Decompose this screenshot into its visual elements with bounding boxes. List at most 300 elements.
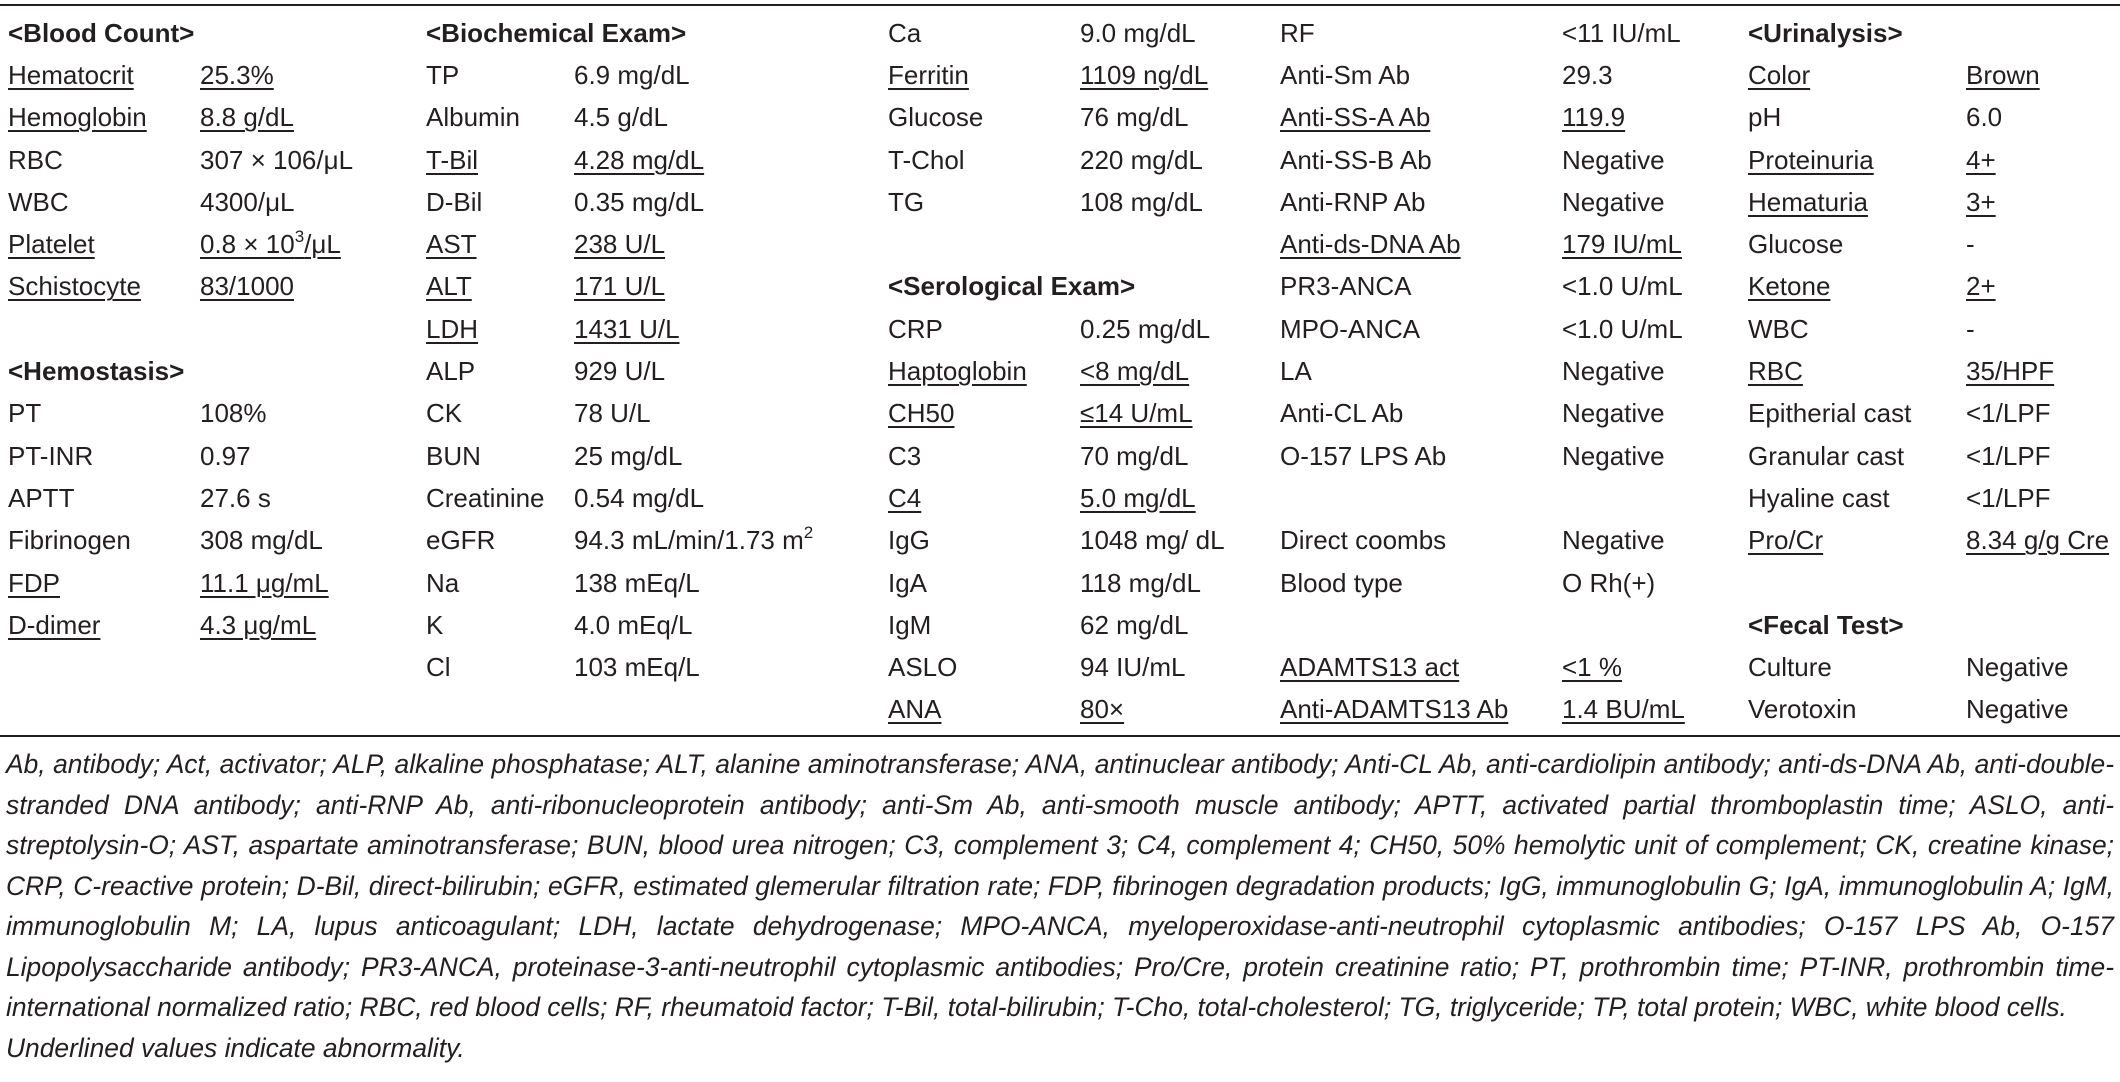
test-name bbox=[880, 308, 1072, 350]
cell-text-main: 0.54 mg/dL bbox=[574, 482, 705, 513]
cell-text bbox=[426, 145, 478, 175]
test-value bbox=[1554, 97, 1740, 139]
cell-text-main: eGFR bbox=[426, 525, 496, 556]
cell-text bbox=[200, 145, 353, 175]
test-name bbox=[880, 54, 1072, 96]
cell-text-main: Fibrinogen bbox=[8, 525, 131, 556]
cell-text-main: IgM bbox=[888, 609, 932, 640]
test-value bbox=[1958, 223, 2120, 265]
test-name bbox=[0, 604, 192, 646]
empty-cell bbox=[192, 646, 418, 688]
cell-text bbox=[888, 271, 1135, 301]
cell-text-main: 11.1 μg/mL bbox=[200, 567, 329, 598]
cell-text-main: K bbox=[426, 609, 444, 640]
table-row bbox=[0, 393, 2120, 435]
test-name bbox=[1740, 646, 1958, 688]
empty-cell bbox=[1272, 477, 1554, 519]
test-value bbox=[1958, 181, 2120, 223]
test-value bbox=[1072, 350, 1272, 392]
cell-text bbox=[426, 102, 520, 132]
cell-text bbox=[574, 271, 665, 301]
test-value bbox=[1072, 139, 1272, 181]
test-value bbox=[1554, 308, 1740, 350]
cell-text bbox=[200, 610, 316, 640]
test-value bbox=[1958, 97, 2120, 139]
table-row bbox=[0, 97, 2120, 139]
cell-text bbox=[1748, 441, 1904, 471]
cell-text-main: T-Chol bbox=[888, 144, 965, 175]
cell-text-main: 6.9 mg/dL bbox=[574, 59, 690, 90]
test-name bbox=[1272, 266, 1554, 308]
cell-text-main: 4.0 mEq/L bbox=[574, 609, 693, 640]
test-value bbox=[1554, 646, 1740, 688]
cell-text bbox=[426, 441, 481, 471]
test-value bbox=[566, 223, 880, 265]
cell-text-main: Epitherial cast bbox=[1748, 398, 1912, 429]
test-value bbox=[192, 604, 418, 646]
test-value bbox=[1554, 562, 1740, 604]
cell-text bbox=[426, 18, 686, 48]
cell-text bbox=[200, 102, 294, 132]
cell-text-main: PT bbox=[8, 398, 42, 429]
test-value bbox=[1072, 393, 1272, 435]
test-value bbox=[1554, 223, 1740, 265]
cell-text bbox=[1966, 314, 1975, 344]
cell-text-main: 0.8 × 10 bbox=[200, 229, 295, 260]
cell-text bbox=[1748, 60, 1810, 90]
empty-cell bbox=[0, 646, 192, 688]
test-value bbox=[566, 604, 880, 646]
cell-text bbox=[888, 441, 921, 471]
test-name bbox=[418, 97, 566, 139]
test-name bbox=[418, 181, 566, 223]
cell-text bbox=[1966, 398, 2051, 428]
cell-text-main: PT-INR bbox=[8, 440, 94, 471]
section-header bbox=[1740, 12, 1958, 54]
cell-text bbox=[1966, 441, 2051, 471]
test-name bbox=[418, 435, 566, 477]
cell-text-main: <Hemostasis> bbox=[8, 356, 185, 387]
cell-text-main: - bbox=[1966, 229, 1975, 260]
cell-text-main: ALT bbox=[426, 271, 472, 302]
cell-text-main: D-Bil bbox=[426, 186, 483, 217]
cell-text-main: <1.0 U/mL bbox=[1562, 313, 1683, 344]
cell-text-main: 307 × 106/μL bbox=[200, 144, 354, 175]
cell-text bbox=[200, 525, 323, 555]
cell-text-main: 929 U/L bbox=[574, 356, 666, 387]
cell-text bbox=[1562, 441, 1665, 471]
cell-text bbox=[1280, 694, 1508, 724]
cell-text bbox=[1080, 314, 1210, 344]
cell-text-main: Anti-RNP Ab bbox=[1280, 186, 1426, 217]
cell-text-main: Glucose bbox=[1748, 229, 1844, 260]
test-name bbox=[880, 350, 1072, 392]
table-row bbox=[0, 139, 2120, 181]
cell-text-main: T-Bil bbox=[426, 144, 478, 175]
test-value bbox=[1072, 54, 1272, 96]
cell-text-main: IgG bbox=[888, 525, 930, 556]
cell-text bbox=[574, 187, 704, 217]
cell-text bbox=[8, 568, 60, 598]
cell-text bbox=[1748, 483, 1890, 513]
cell-text-main: 78 U/L bbox=[574, 398, 651, 429]
cell-text bbox=[888, 102, 983, 132]
cell-text bbox=[1080, 652, 1186, 682]
cell-text-main: Schistocyte bbox=[8, 271, 141, 302]
cell-text-main: ANA bbox=[888, 694, 942, 725]
test-name bbox=[0, 435, 192, 477]
cell-text bbox=[200, 229, 341, 259]
lab-table-body bbox=[0, 12, 2120, 731]
test-name bbox=[418, 266, 566, 308]
empty-cell bbox=[1740, 562, 1958, 604]
cell-text bbox=[426, 271, 472, 301]
cell-text bbox=[1748, 610, 1904, 640]
cell-text bbox=[8, 18, 194, 48]
cell-text bbox=[888, 145, 965, 175]
lab-results-table bbox=[0, 12, 2120, 731]
cell-text bbox=[1748, 145, 1874, 175]
cell-text-main: Anti-ADAMTS13 Ab bbox=[1280, 694, 1509, 725]
cell-text-main: O-157 LPS Ab bbox=[1280, 440, 1447, 471]
empty-cell bbox=[880, 223, 1072, 265]
test-name bbox=[418, 604, 566, 646]
cell-text-main: Blood type bbox=[1280, 567, 1403, 598]
cell-text-main: pH bbox=[1748, 102, 1782, 133]
test-name bbox=[1740, 520, 1958, 562]
empty-cell bbox=[0, 689, 192, 731]
cell-text-main: Hematocrit bbox=[8, 59, 134, 90]
test-value bbox=[1072, 181, 1272, 223]
test-value bbox=[1072, 477, 1272, 519]
empty-cell bbox=[1072, 223, 1272, 265]
test-value bbox=[192, 435, 418, 477]
table-row bbox=[0, 477, 2120, 519]
cell-text bbox=[1080, 525, 1225, 555]
test-name bbox=[0, 54, 192, 96]
cell-text bbox=[888, 187, 924, 217]
test-value bbox=[1072, 97, 1272, 139]
test-name bbox=[418, 54, 566, 96]
test-name bbox=[880, 646, 1072, 688]
empty-cell bbox=[192, 350, 418, 392]
cell-text-main: 1.4 BU/mL bbox=[1562, 694, 1685, 725]
cell-text bbox=[1748, 18, 1903, 48]
cell-text-main: Proteinuria bbox=[1748, 144, 1874, 175]
cell-text bbox=[200, 271, 294, 301]
table-row bbox=[0, 181, 2120, 223]
cell-text bbox=[1562, 568, 1655, 598]
cell-text bbox=[1080, 694, 1124, 724]
test-name bbox=[1272, 181, 1554, 223]
test-value bbox=[1958, 350, 2120, 392]
cell-text-main: 27.6 s bbox=[200, 482, 271, 513]
test-value bbox=[192, 520, 418, 562]
cell-text-main: Negative bbox=[1562, 356, 1665, 387]
test-value bbox=[1554, 266, 1740, 308]
cell-text-main: 25.3% bbox=[200, 59, 274, 90]
cell-text bbox=[1748, 398, 1911, 428]
section-header bbox=[0, 12, 195, 54]
test-value bbox=[192, 97, 418, 139]
cell-text-main: Hemoglobin bbox=[8, 102, 147, 133]
cell-text-main: D-dimer bbox=[8, 609, 101, 640]
cell-text-main: Hyaline cast bbox=[1748, 482, 1890, 513]
test-value bbox=[1958, 266, 2120, 308]
cell-text bbox=[8, 271, 141, 301]
cell-text-main: 8.8 g/dL bbox=[200, 102, 294, 133]
empty-cell bbox=[192, 689, 418, 731]
cell-text-main: 83/1000 bbox=[200, 271, 294, 302]
test-name bbox=[0, 393, 192, 435]
empty-cell bbox=[192, 12, 418, 54]
section-header bbox=[880, 266, 1136, 308]
test-name bbox=[1740, 266, 1958, 308]
empty-cell bbox=[1958, 604, 2120, 646]
table-bottom-rule bbox=[0, 735, 2120, 737]
cell-text bbox=[200, 60, 274, 90]
test-value bbox=[1072, 520, 1272, 562]
cell-text bbox=[8, 187, 69, 217]
test-name bbox=[1272, 139, 1554, 181]
cell-text-main: 0.25 mg/dL bbox=[1080, 313, 1211, 344]
cell-text-main: WBC bbox=[1748, 313, 1809, 344]
cell-text-main: Negative bbox=[1966, 652, 2069, 683]
test-name bbox=[0, 181, 192, 223]
cell-text bbox=[1280, 441, 1446, 471]
cell-text bbox=[426, 525, 495, 555]
cell-text-main: Direct coombs bbox=[1280, 525, 1447, 556]
cell-text-main: Brown bbox=[1966, 59, 2040, 90]
cell-text-main: 179 IU/mL bbox=[1562, 229, 1682, 260]
cell-text-main: 108% bbox=[200, 398, 267, 429]
cell-text bbox=[1966, 229, 1975, 259]
cell-text-main: 138 mEq/L bbox=[574, 567, 700, 598]
table-row bbox=[0, 689, 2120, 731]
cell-text bbox=[1080, 18, 1196, 48]
cell-text bbox=[1080, 398, 1193, 428]
test-name bbox=[418, 139, 566, 181]
test-name bbox=[880, 689, 1072, 731]
cell-text bbox=[1562, 102, 1625, 132]
cell-text-main: 308 mg/dL bbox=[200, 525, 323, 556]
cell-text-main: - bbox=[1966, 313, 1975, 344]
test-value bbox=[1072, 562, 1272, 604]
test-value bbox=[1554, 393, 1740, 435]
test-name bbox=[0, 520, 192, 562]
test-name bbox=[1740, 97, 1958, 139]
test-value bbox=[1554, 12, 1740, 54]
test-value bbox=[1958, 393, 2120, 435]
table-row bbox=[0, 223, 2120, 265]
cell-text-main: <Biochemical Exam> bbox=[426, 17, 687, 48]
cell-text bbox=[1080, 610, 1188, 640]
test-name bbox=[1740, 393, 1958, 435]
test-value bbox=[566, 435, 880, 477]
cell-text-main: RBC bbox=[8, 144, 63, 175]
cell-text bbox=[8, 610, 100, 640]
cell-text bbox=[426, 356, 475, 386]
test-value bbox=[566, 139, 880, 181]
test-name bbox=[880, 12, 1072, 54]
cell-text-main: Glucose bbox=[888, 102, 984, 133]
test-value bbox=[566, 562, 880, 604]
cell-text-main: Anti-CL Ab bbox=[1280, 398, 1404, 429]
cell-text bbox=[888, 610, 931, 640]
cell-text bbox=[200, 398, 267, 428]
test-name bbox=[418, 477, 566, 519]
test-value bbox=[192, 562, 418, 604]
test-name bbox=[0, 266, 192, 308]
cell-text bbox=[1280, 229, 1461, 259]
cell-text bbox=[426, 568, 459, 598]
cell-text bbox=[574, 398, 651, 428]
cell-text bbox=[1966, 187, 1996, 217]
test-value bbox=[192, 139, 418, 181]
cell-text bbox=[1966, 525, 2109, 555]
cell-text-main: Negative bbox=[1562, 144, 1665, 175]
cell-text-main: Ca bbox=[888, 17, 922, 48]
cell-text-main: APTT bbox=[8, 482, 75, 513]
test-name bbox=[1740, 223, 1958, 265]
cell-text-main: LDH bbox=[426, 313, 479, 344]
test-name bbox=[1740, 139, 1958, 181]
section-header bbox=[418, 12, 687, 54]
cell-text-main: Platelet bbox=[8, 229, 95, 260]
cell-text-main: 108 mg/dL bbox=[1080, 186, 1203, 217]
test-name bbox=[880, 393, 1072, 435]
cell-text bbox=[1562, 229, 1682, 259]
cell-text-main: Culture bbox=[1748, 652, 1832, 683]
cell-text bbox=[1280, 145, 1432, 175]
test-value bbox=[1072, 646, 1272, 688]
test-name bbox=[880, 477, 1072, 519]
superscript: 2 bbox=[803, 523, 814, 543]
cell-text bbox=[426, 314, 478, 344]
cell-text-main: ≤14 U/mL bbox=[1080, 398, 1193, 429]
test-value bbox=[566, 477, 880, 519]
cell-text bbox=[574, 145, 704, 175]
cell-text-main: 220 mg/dL bbox=[1080, 144, 1203, 175]
test-value bbox=[192, 266, 418, 308]
cell-text-main: 6.0 bbox=[1966, 102, 2003, 133]
cell-text bbox=[1748, 525, 1823, 555]
test-name bbox=[1272, 308, 1554, 350]
test-value bbox=[566, 350, 880, 392]
cell-text bbox=[8, 102, 147, 132]
test-name bbox=[1740, 477, 1958, 519]
test-value bbox=[1072, 435, 1272, 477]
cell-text-main: Hematuria bbox=[1748, 186, 1868, 217]
test-name bbox=[418, 223, 566, 265]
test-name bbox=[1740, 54, 1958, 96]
cell-text-main: PR3-ANCA bbox=[1280, 271, 1412, 302]
table-row bbox=[0, 12, 2120, 54]
table-row bbox=[0, 350, 2120, 392]
cell-text-main: BUN bbox=[426, 440, 481, 471]
cell-text bbox=[1748, 356, 1803, 386]
test-value bbox=[1072, 308, 1272, 350]
cell-text bbox=[1562, 652, 1622, 682]
test-value bbox=[566, 393, 880, 435]
cell-text-main: TG bbox=[888, 186, 925, 217]
cell-text bbox=[1748, 314, 1809, 344]
cell-text bbox=[1562, 271, 1683, 301]
cell-text-main: Ferritin bbox=[888, 59, 969, 90]
cell-text bbox=[8, 60, 134, 90]
table-row bbox=[0, 604, 2120, 646]
cell-text-main: 8.34 g/g Cre bbox=[1966, 525, 2110, 556]
test-value bbox=[1958, 646, 2120, 688]
cell-text bbox=[1280, 525, 1446, 555]
test-name bbox=[1272, 520, 1554, 562]
cell-text bbox=[1280, 314, 1420, 344]
test-name bbox=[880, 520, 1072, 562]
cell-text bbox=[1080, 60, 1208, 90]
cell-text bbox=[1280, 271, 1411, 301]
test-value bbox=[1958, 308, 2120, 350]
cell-text bbox=[1080, 102, 1188, 132]
cell-text bbox=[574, 568, 700, 598]
cell-text-main: 1109 ng/dL bbox=[1080, 59, 1209, 90]
cell-text-main: ADAMTS13 act bbox=[1280, 652, 1460, 683]
test-name bbox=[1272, 350, 1554, 392]
cell-text-main: Negative bbox=[1562, 398, 1665, 429]
test-name bbox=[1272, 97, 1554, 139]
cell-text bbox=[1280, 398, 1403, 428]
cell-text bbox=[8, 441, 93, 471]
test-value bbox=[1554, 350, 1740, 392]
cell-text bbox=[574, 610, 693, 640]
test-name bbox=[880, 139, 1072, 181]
test-value bbox=[566, 646, 880, 688]
test-value bbox=[1958, 139, 2120, 181]
cell-text bbox=[888, 60, 969, 90]
cell-text bbox=[888, 398, 954, 428]
cell-text-main: Color bbox=[1748, 59, 1811, 90]
cell-text-main: 76 mg/dL bbox=[1080, 102, 1189, 133]
table-row bbox=[0, 54, 2120, 96]
cell-text-main: 0.35 mg/dL bbox=[574, 186, 705, 217]
test-name bbox=[880, 97, 1072, 139]
cell-text-main: 103 mEq/L bbox=[574, 652, 700, 683]
cell-text-main: Haptoglobin bbox=[888, 356, 1027, 387]
cell-text-main: Negative bbox=[1966, 694, 2069, 725]
test-name bbox=[0, 139, 192, 181]
test-value bbox=[1958, 477, 2120, 519]
cell-text-main: CH50 bbox=[888, 398, 955, 429]
cell-text-main: <Urinalysis> bbox=[1748, 17, 1903, 48]
table-footnotes bbox=[6, 744, 2114, 1068]
cell-text bbox=[1966, 102, 2002, 132]
test-name bbox=[418, 520, 566, 562]
cell-text bbox=[1748, 187, 1868, 217]
cell-text-main: 62 mg/dL bbox=[1080, 609, 1189, 640]
test-value bbox=[566, 54, 880, 96]
cell-text-main: 4.3 μg/mL bbox=[200, 609, 317, 640]
test-value bbox=[1072, 604, 1272, 646]
cell-text bbox=[1280, 60, 1410, 90]
empty-cell bbox=[1554, 604, 1740, 646]
cell-text-main: <1.0 U/mL bbox=[1562, 271, 1683, 302]
cell-text bbox=[1966, 356, 2054, 386]
test-name bbox=[0, 223, 192, 265]
cell-text-main: <Blood Count> bbox=[8, 17, 195, 48]
cell-text bbox=[1280, 18, 1315, 48]
cell-text bbox=[574, 60, 690, 90]
cell-text-main: 94.3 mL/min/1.73 m bbox=[574, 525, 804, 556]
cell-text-main: 25 mg/dL bbox=[574, 440, 683, 471]
